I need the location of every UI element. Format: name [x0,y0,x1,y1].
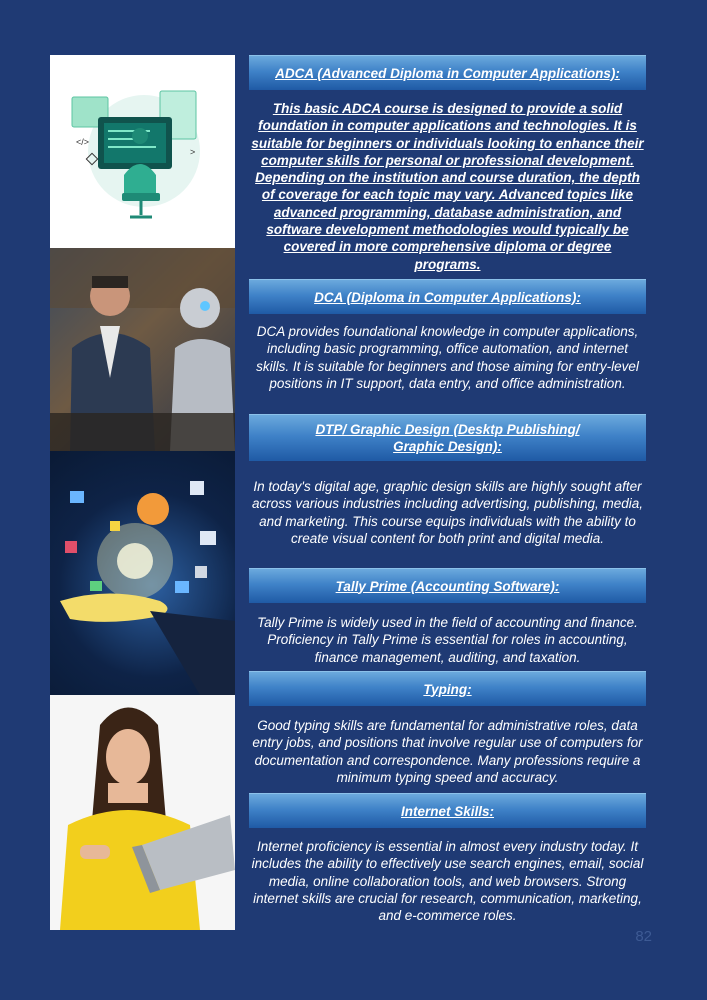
section-title: Tally Prime (Accounting Software): [335,578,560,594]
section-description: Internet proficiency is essential in almost every industry today. It includes the ability to effectively use search engines, email, social media, online collaboration tools, and web browsers. Strong internet skills are crucial for research, communication, marketing, and e-commerce roles. [251,839,644,924]
section-title: Typing: [423,681,472,697]
digital-hand-photo [50,451,235,695]
section-description: Tally Prime is widely used in the field of accounting and finance. Proficiency in Tally Prime is essential for roles in accounting, finance management, auditing, and taxation. [257,615,638,665]
section-body-dtp [249,478,646,547]
section-description: This basic ADCA course is designed to provide a solid foundation in computer applications and technologies. It is suitable for beginners or individuals looking to enhance their computer skills for personal or professional development. Depending on the institution and course duration, the depth of coverage for each topic may vary. Advanced topics like advanced programming, database administration, and software development methodologies would typically be covered in more comprehensive diploma or degree programs. [251,101,644,272]
business-robot-photo [50,248,235,451]
woman-laptop-photo [50,695,235,930]
section-header-dca [249,279,646,314]
section-body-adca [249,100,646,273]
image-column [50,55,235,930]
section-body-dca [249,323,646,392]
section-header-tally [249,568,646,603]
section-body-internet [249,838,646,924]
section-header-internet [249,793,646,828]
page-number: 82 [635,928,652,945]
section-title-line-2: Graphic Design): [393,439,502,454]
section-title: ADCA (Advanced Diploma in Computer Applications): [275,65,620,81]
section-description: DCA provides foundational knowledge in computer applications, including basic programming, office automation, and internet skills. It is suitable for beginners and those aiming for entry-level positions in IT support, data entry, and office administration. [256,324,639,391]
computer-user-illustration [50,55,235,248]
svg-text:>: > [190,147,196,157]
section-description: Good typing skills are fundamental for administrative roles, data entry jobs, and positions that involve regular use of computers for documentation and correspondence. Many professions require a minimum typing speed and accuracy. [252,718,643,785]
section-body-typing [249,717,646,786]
section-header-dtp [249,414,646,461]
section-description: In today's digital age, graphic design skills are highly sought after across various industries including advertising, publishing, media, and marketing. This course equips individuals with the ability to create visual content for both print and digital media. [252,479,643,546]
section-header-typing [249,671,646,706]
svg-text:</>: </> [76,137,90,147]
section-header-adca [249,55,646,90]
section-body-tally [249,614,646,666]
section-title: Internet Skills: [400,803,495,819]
section-title-line-1: DTP/ Graphic Design (Desktp Publishing/ [315,422,580,437]
section-title: DCA (Diploma in Computer Applications): [314,289,581,305]
